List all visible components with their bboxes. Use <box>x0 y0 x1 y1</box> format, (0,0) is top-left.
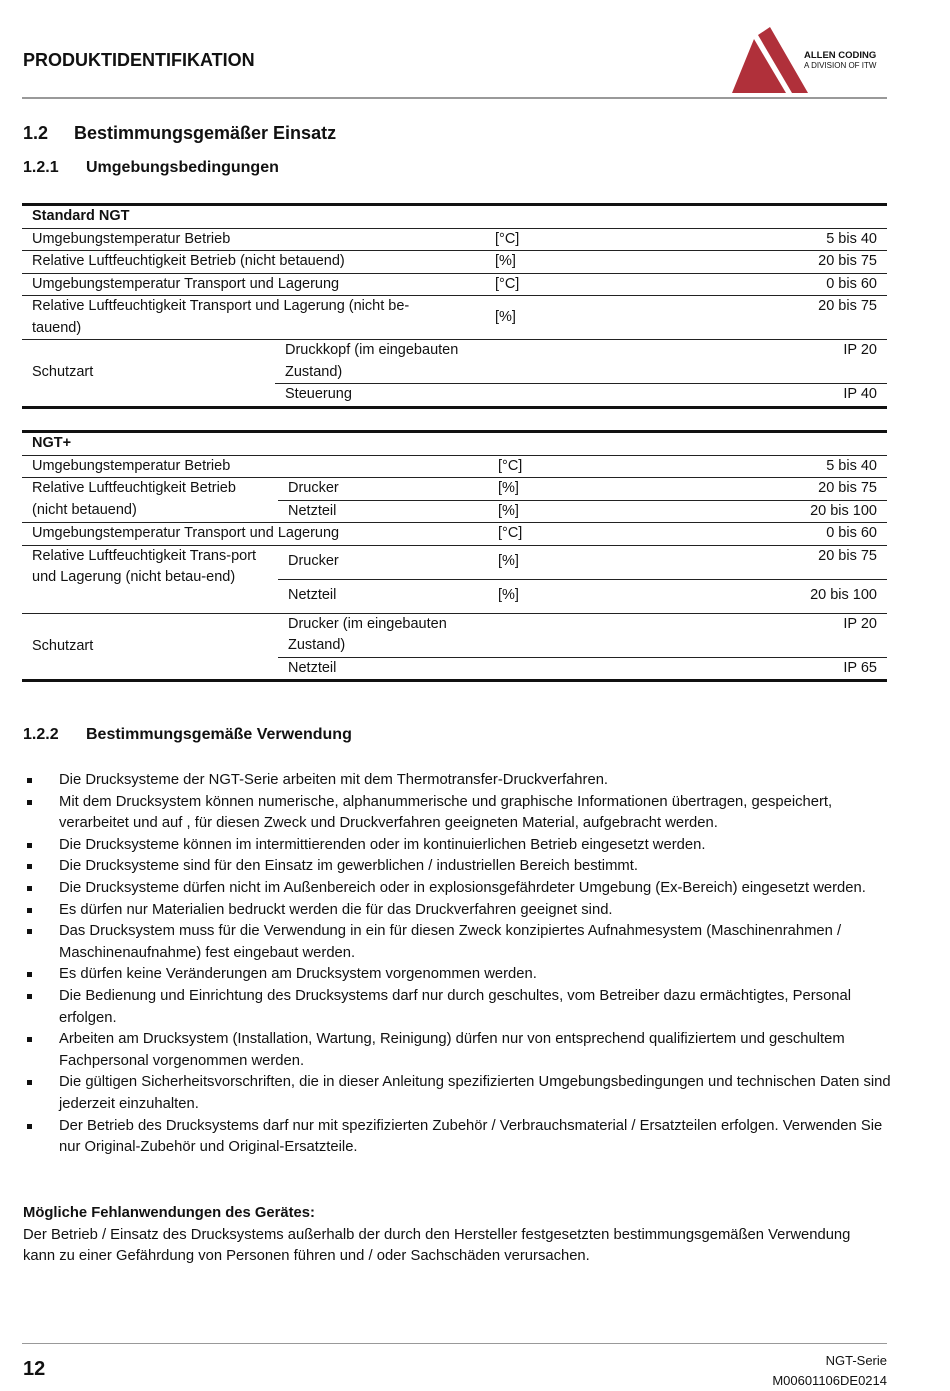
row-label: Umgebungstemperatur Transport und Lagerung <box>22 273 485 296</box>
subsection-title: Bestimmungsgemäße Verwendung <box>86 726 352 743</box>
table-row <box>22 455 887 478</box>
row-label: Schutzart <box>32 637 94 654</box>
row-unit: [%] <box>488 500 608 523</box>
page-number: 12 <box>23 1358 46 1380</box>
table-row <box>22 340 887 384</box>
table-row <box>22 613 887 657</box>
table-heading: NGT+ <box>22 432 887 456</box>
row-sublabel: Drucker (im eingebauten Zustand) <box>278 613 608 657</box>
subsection-title: Umgebungsbedingungen <box>86 159 279 176</box>
row-label: Relative Luftfeuchtigkeit Betrieb (nicht betauend) <box>22 478 278 523</box>
row-value: 5 bis 40 <box>608 455 887 478</box>
subsection-heading <box>23 159 279 177</box>
table-heading: Standard NGT <box>22 205 887 229</box>
row-unit: [°C] <box>485 228 605 251</box>
logo-text: ALLEN CODING <box>804 50 877 61</box>
table-row <box>22 545 887 579</box>
row-label: Schutzart <box>32 364 94 380</box>
bullet-item: Die Bedienung und Einrichtung des Drucksystems darf nur durch geschultes, vom Betreiber dazu ermächtigtes, Personal erfolgen. <box>23 986 893 1029</box>
usage-bullet-list <box>23 770 893 1159</box>
footer-info <box>772 1351 887 1391</box>
logo-subtext: A DIVISION OF ITW <box>804 61 877 70</box>
section-number: 1.2 <box>23 123 49 143</box>
row-label: Relative Luftfeuchtigkeit Betrieb (nicht betauend) <box>22 251 485 274</box>
row-value: 0 bis 60 <box>608 523 887 546</box>
row-value: 0 bis 60 <box>605 273 887 296</box>
bullet-item: Es dürfen keine Veränderungen am Drucksystem vorgenommen werden. <box>23 964 893 986</box>
table-row <box>22 251 887 274</box>
subsection-number: 1.2.2 <box>23 726 59 743</box>
section-heading <box>23 123 336 144</box>
bullet-item: Die Drucksysteme dürfen nicht im Außenbereich oder in explosionsgefährdeter Umgebung (Ex-Bereich) eingesetzt werden. <box>23 878 893 900</box>
row-label: Umgebungstemperatur Betrieb <box>22 455 488 478</box>
row-value: IP 20 <box>608 613 887 657</box>
row-unit: [%] <box>485 251 605 274</box>
row-value: 20 bis 100 <box>608 579 887 613</box>
row-unit: [%] <box>488 545 608 579</box>
bullet-item: Die gültigen Sicherheitsvorschriften, die in dieser Anleitung spezifizierten Umgebungsbedingungen und technischen Daten sind jederzeit einzuhalten. <box>23 1072 893 1115</box>
row-value: 20 bis 75 <box>608 545 887 579</box>
bullet-item: Die Drucksysteme können im intermittierenden oder im kontinuierlichen Betrieb eingesetzt werden. <box>23 835 893 857</box>
row-unit: [%] <box>485 296 605 340</box>
standard-ngt-table <box>22 203 887 409</box>
row-value: IP 65 <box>843 659 877 676</box>
ngt-plus-table <box>22 430 887 682</box>
row-value: 20 bis 75 <box>605 251 887 274</box>
table-row <box>22 478 887 501</box>
row-sublabel: Drucker <box>278 545 488 579</box>
footer-divider <box>22 1343 887 1344</box>
table-row <box>22 273 887 296</box>
row-value: 20 bis 75 <box>608 478 887 501</box>
row-value: IP 20 <box>605 340 887 384</box>
bullet-item: Das Drucksystem muss für die Verwendung in ein für diesen Zweck konzipiertes Aufnahmesystem (Maschinenrahmen / Maschinenaufnahme) fest eingebaut werden. <box>23 921 893 964</box>
row-sublabel: Druckkopf (im eingebauten Zustand) <box>275 340 605 384</box>
row-sublabel: Netzteil <box>288 659 337 676</box>
bullet-item: Arbeiten am Drucksystem (Installation, Wartung, Reinigung) dürfen nur von entsprechend qualifiziertem und geschultem Fachpersonal vorgenommen werden. <box>23 1029 893 1072</box>
misuse-block <box>23 1203 883 1268</box>
footer-doc-number: M00601106DE0214 <box>772 1373 887 1388</box>
bullet-item: Es dürfen nur Materialien bedruckt werden die für das Druckverfahren geeignet sind. <box>23 900 893 922</box>
row-value: 5 bis 40 <box>605 228 887 251</box>
row-value: IP 40 <box>843 386 877 402</box>
bullet-item: Die Drucksysteme der NGT-Serie arbeiten mit dem Thermotransfer-Druckverfahren. <box>23 770 893 792</box>
misuse-text: Der Betrieb / Einsatz des Drucksystems außerhalb der durch den Hersteller festgesetzten bestimmungsgemäßen Verwendung kann zu einer Gefährdung von Personen führen und / oder Sachschäden verursachen. <box>23 1226 851 1265</box>
table-row <box>22 523 887 546</box>
row-value: 20 bis 75 <box>605 296 887 340</box>
row-sublabel: Drucker <box>278 478 488 501</box>
row-label: Relative Luftfeuchtigkeit Transport und Lagerung (nicht be-tauend) <box>22 296 485 340</box>
row-unit: [%] <box>488 478 608 501</box>
row-unit: [°C] <box>488 455 608 478</box>
bullet-item: Der Betrieb des Drucksystems darf nur mit spezifizierten Zubehör / Verbrauchsmaterial / Ersatzteilen erfolgen. Verwenden Sie nur Original-Zubehör und Original-Ersatzteile. <box>23 1116 893 1159</box>
row-unit: [°C] <box>485 273 605 296</box>
row-label: Relative Luftfeuchtigkeit Trans-port und Lagerung (nicht betau-end) <box>22 545 278 613</box>
header-title: PRODUKTIDENTIFIKATION <box>23 50 255 70</box>
footer-series: NGT-Serie <box>825 1353 887 1368</box>
section-title: Bestimmungsgemäßer Einsatz <box>74 123 337 143</box>
row-value: 20 bis 100 <box>608 500 887 523</box>
row-sublabel: Netzteil <box>278 500 488 523</box>
misuse-title: Mögliche Fehlanwendungen des Gerätes: <box>23 1205 315 1221</box>
row-unit: [°C] <box>488 523 608 546</box>
subsection-number: 1.2.1 <box>23 159 59 176</box>
row-label: Umgebungstemperatur Betrieb <box>22 228 485 251</box>
row-label: Umgebungstemperatur Transport und Lagerung <box>22 523 488 546</box>
row-sublabel: Steuerung <box>285 386 352 402</box>
table-row <box>22 228 887 251</box>
header-divider <box>22 97 887 99</box>
row-unit: [%] <box>488 579 608 613</box>
allen-coding-logo <box>732 27 808 95</box>
bullet-item: Mit dem Drucksystem können numerische, alphanummerische und graphische Informationen übertragen, gespeichert, verarbeitet und auf , für diesen Zweck und Druckverfahren geeigneten Material, aufgebracht werden. <box>23 792 893 835</box>
table-row <box>22 296 887 340</box>
row-sublabel: Netzteil <box>278 579 488 613</box>
bullet-item: Die Drucksysteme sind für den Einsatz im gewerblichen / industriellen Bereich bestimmt. <box>23 856 893 878</box>
subsection-heading <box>23 726 352 744</box>
